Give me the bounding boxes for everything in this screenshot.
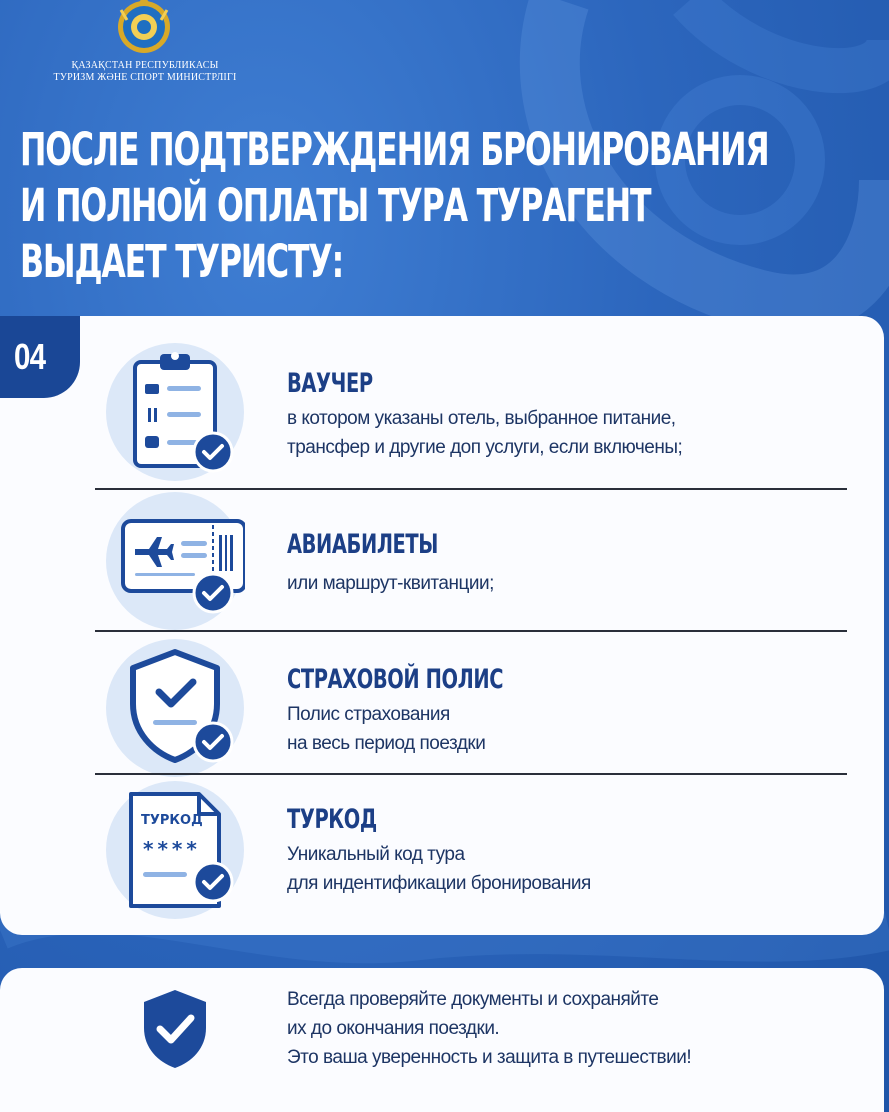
icon-tour-code-stars: ****	[143, 837, 201, 861]
item-desc-voucher-line1: в котором указаны отель, выбранное питание,	[287, 408, 676, 429]
page-headline	[20, 122, 769, 290]
item-title-air-tickets: АВИАБИЛЕТЫ	[287, 529, 439, 560]
headline-line2: И ПОЛНОЙ ОПЛАТЫ ТУРА ТУРАГЕНТ	[20, 179, 651, 232]
divider	[95, 773, 847, 775]
step-number: 04	[14, 336, 46, 377]
item-desc-tour-code-line2: для индентификации бронирования	[287, 873, 591, 894]
document-code-icon	[105, 780, 245, 920]
reminder-text-line1: Всегда проверяйте документы и сохраняйте	[287, 989, 659, 1010]
ministry-name-line2: ТУРИЗМ ЖӘНЕ СПОРТ МИНИСТРЛІГІ	[53, 72, 237, 83]
item-title-voucher: ВАУЧЕР	[287, 368, 373, 399]
divider	[95, 488, 847, 490]
shield-check-icon	[105, 638, 245, 778]
step-number-badge	[0, 316, 80, 398]
item-desc-voucher	[287, 404, 682, 462]
list-item-voucher	[95, 340, 847, 488]
item-title-tour-code: ТУРКОД	[287, 804, 377, 835]
item-desc-insurance	[287, 700, 485, 758]
item-desc-air-tickets	[287, 569, 494, 598]
reminder-text-line2: их до окончания поездки.	[287, 1018, 500, 1039]
icon-tour-code-label: ТУРКОД	[141, 813, 203, 828]
item-desc-insurance-line1: Полис страхования	[287, 704, 450, 725]
ministry-name	[40, 60, 250, 84]
item-desc-tour-code-line1: Уникальный код тура	[287, 844, 465, 865]
list-item-tour-code	[95, 778, 847, 928]
kazakhstan-emblem-icon	[115, 0, 173, 56]
divider	[95, 630, 847, 632]
item-desc-tour-code	[287, 840, 591, 898]
reminder-text-line3: Это ваша уверенность и защита в путешествии!	[287, 1047, 692, 1068]
headline-line1: ПОСЛЕ ПОДТВЕРЖДЕНИЯ БРОНИРОВАНИЯ	[20, 123, 769, 176]
list-item-insurance	[95, 636, 847, 772]
reminder-text	[287, 985, 691, 1072]
shield-check-icon	[140, 988, 210, 1070]
list-item-air-tickets	[95, 495, 847, 627]
headline-line3: ВЫДАЕТ ТУРИСТУ:	[20, 235, 344, 288]
airplane-ticket-icon	[105, 491, 245, 631]
item-desc-voucher-line2: трансфер и другие доп услуги, если включены;	[287, 437, 683, 458]
ministry-name-line1: ҚАЗАҚСТАН РЕСПУБЛИКАСЫ	[71, 60, 219, 71]
ministry-logo	[40, 0, 250, 90]
clipboard-voucher-icon	[105, 342, 245, 482]
item-title-insurance: СТРАХОВОЙ ПОЛИС	[287, 664, 504, 695]
item-desc-air-tickets-line1: или маршрут-квитанции;	[287, 573, 494, 594]
item-desc-insurance-line2: на весь период поездки	[287, 733, 486, 754]
